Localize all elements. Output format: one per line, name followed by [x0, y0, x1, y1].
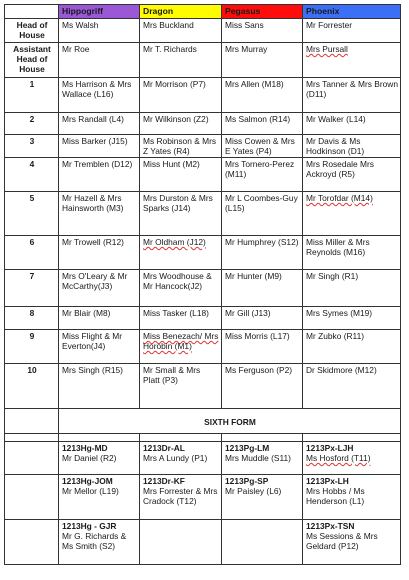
cell: Mr Hunter (M9)	[222, 270, 303, 307]
house-header-phoenix: Phoenix	[303, 5, 401, 19]
cell: Dr Skidmore (M12)	[303, 364, 401, 409]
cell: Mr Blair (M8)	[59, 307, 140, 330]
blank-cell	[5, 475, 59, 520]
cell: Mrs Murray	[222, 43, 303, 78]
tutor-code: 1213Dr-KF	[143, 476, 185, 486]
cell: Mrs Symes (M19)	[303, 307, 401, 330]
row-assistant-head	[5, 43, 401, 78]
corner-cell	[5, 5, 59, 19]
cell: Mr L Coombes-Guy (L15)	[222, 192, 303, 236]
tutor-code: 1213Dr-AL	[143, 443, 185, 453]
cell: Mr Gill (J13)	[222, 307, 303, 330]
blank-cell	[222, 434, 303, 442]
cell: Mrs Tanner & Mrs Brown (D11)	[303, 78, 401, 113]
sixth-form-row-2	[5, 475, 401, 520]
row-label: 7	[5, 270, 59, 307]
cell	[303, 43, 401, 78]
tutor-cell	[59, 475, 140, 520]
house-header-pegasus: Pegasus	[222, 5, 303, 19]
blank-cell	[140, 434, 222, 442]
tutor-cell	[303, 520, 401, 565]
blank-cell	[5, 520, 59, 565]
row-year-7	[5, 270, 401, 307]
blank-cell	[5, 434, 59, 442]
cell: Miss Miller & Mrs Reynolds (M16)	[303, 236, 401, 270]
cell: Mr Hazell & Mrs Hainsworth (M3)	[59, 192, 140, 236]
row-year-2	[5, 113, 401, 135]
cell	[140, 236, 222, 270]
tutor-cell	[59, 442, 140, 475]
cell: Miss Hunt (M2)	[140, 158, 222, 192]
tutor-name: Ms Sessions & Mrs Geldard (P12)	[306, 531, 378, 551]
row-label: 5	[5, 192, 59, 236]
tutor-name: Ms Hosford (T11)	[306, 453, 371, 463]
tutor-name: Mr Daniel (R2)	[62, 453, 117, 463]
row-year-3	[5, 135, 401, 158]
row-label: 8	[5, 307, 59, 330]
cell	[303, 192, 401, 236]
cell: Ms Robinson & Mrs Z Yates (R4)	[140, 135, 222, 158]
row-head-of-house	[5, 19, 401, 43]
sixth-form-row-3	[5, 520, 401, 565]
cell-text: Mr Torofdar (M14)	[306, 193, 373, 203]
cell: Mr Small & Mrs Platt (P3)	[140, 364, 222, 409]
row-label: Assistant Head of House	[5, 43, 59, 78]
tutor-name: Mrs A Lundy (P1)	[143, 453, 208, 463]
tutor-name: Mr Paisley (L6)	[225, 486, 282, 496]
cell: Mrs Tornero-Perez (M11)	[222, 158, 303, 192]
header-row	[5, 5, 401, 19]
row-year-10	[5, 364, 401, 409]
cell: Mrs Woodhouse & Mr Hancock(J2)	[140, 270, 222, 307]
blank-cell	[5, 442, 59, 475]
cell: Miss Barker (J15)	[59, 135, 140, 158]
tutor-cell	[140, 520, 222, 565]
cell: Mr T. Richards	[140, 43, 222, 78]
cell: Ms Walsh	[59, 19, 140, 43]
row-label: 9	[5, 330, 59, 364]
row-year-5	[5, 192, 401, 236]
spacer-row	[5, 434, 401, 442]
tutor-name: Mrs Muddle (S11)	[225, 453, 291, 463]
row-year-6	[5, 236, 401, 270]
cell-text: Miss Benezach/ Mrs Horobin (M1)	[143, 331, 219, 351]
tutor-code: 1213Px-TSN	[306, 521, 355, 531]
cell-text: Mr Oldham (J12)	[143, 237, 206, 247]
cell: Mrs Durston & Mrs Sparks (J14)	[140, 192, 222, 236]
tutor-name: Mr Mellor (L19)	[62, 486, 119, 496]
row-label: 10	[5, 364, 59, 409]
sixth-form-row-1	[5, 442, 401, 475]
tutor-name: Mrs Forrester & Mrs Cradock (T12)	[143, 486, 218, 506]
tutor-cell	[303, 475, 401, 520]
cell: Mr Trowell (R12)	[59, 236, 140, 270]
tutor-code: 1213Pg-LM	[225, 443, 270, 453]
row-year-8	[5, 307, 401, 330]
cell: Miss Tasker (L18)	[140, 307, 222, 330]
row-label: 2	[5, 113, 59, 135]
cell: Miss Morris (L17)	[222, 330, 303, 364]
tutor-code: 1213Px-LJH	[306, 443, 354, 453]
cell: Mr Humphrey (S12)	[222, 236, 303, 270]
tutor-cell	[140, 475, 222, 520]
tutor-code: 1213Pg-SP	[225, 476, 269, 486]
house-header-hippogriff: Hippogriff	[59, 5, 140, 19]
cell	[140, 330, 222, 364]
tutor-cell	[222, 442, 303, 475]
tutor-cell	[222, 475, 303, 520]
tutor-code: 1213Hg - GJR	[62, 521, 117, 531]
cell: Ms Harrison & Mrs Wallace (L16)	[59, 78, 140, 113]
cell: Mrs Buckland	[140, 19, 222, 43]
cell: Mrs Allen (M18)	[222, 78, 303, 113]
cell: Mr Singh (R1)	[303, 270, 401, 307]
tutor-name: Mr G. Richards & Ms Smith (S2)	[62, 531, 127, 551]
tutor-name: Mrs Hobbs / Ms Henderson (L1)	[306, 486, 365, 506]
cell: Ms Ferguson (P2)	[222, 364, 303, 409]
cell: Mr Davis & Ms Hodkinson (D1)	[303, 135, 401, 158]
row-label: Head of House	[5, 19, 59, 43]
cell: Miss Cowen & Mrs E Yates (P4)	[222, 135, 303, 158]
tutor-code: 1213Px-LH	[306, 476, 349, 486]
tutor-code: 1213Hg-MD	[62, 443, 108, 453]
cell-text: Mrs Pursall	[306, 44, 348, 54]
cell: Mr Morrison (P7)	[140, 78, 222, 113]
cell: Mrs Randall (L4)	[59, 113, 140, 135]
row-year-9	[5, 330, 401, 364]
cell: Mr Roe	[59, 43, 140, 78]
blank-cell	[59, 434, 140, 442]
row-label: 3	[5, 135, 59, 158]
cell: Mrs Rosedale Mrs Ackroyd (R5)	[303, 158, 401, 192]
cell: Mrs O'Leary & Mr McCarthy(J3)	[59, 270, 140, 307]
cell: Mrs Singh (R15)	[59, 364, 140, 409]
tutor-cell	[222, 520, 303, 565]
cell: Mr Zubko (R11)	[303, 330, 401, 364]
tutor-cell	[140, 442, 222, 475]
cell: Miss Flight & Mr Everton(J4)	[59, 330, 140, 364]
row-label: 1	[5, 78, 59, 113]
sixth-form-heading: SIXTH FORM	[59, 409, 401, 434]
row-year-1	[5, 78, 401, 113]
tutor-code: 1213Hg-JOM	[62, 476, 113, 486]
row-label: 6	[5, 236, 59, 270]
cell: Mr Wilkinson (Z2)	[140, 113, 222, 135]
tutor-cell	[303, 442, 401, 475]
blank-cell	[303, 434, 401, 442]
sixth-form-heading-row	[5, 409, 401, 434]
blank-cell	[5, 409, 59, 434]
cell: Mr Walker (L14)	[303, 113, 401, 135]
house-staff-sheet	[4, 4, 400, 565]
row-year-4	[5, 158, 401, 192]
cell: Mr Tremblen (D12)	[59, 158, 140, 192]
tutor-cell	[59, 520, 140, 565]
cell: Miss Sans	[222, 19, 303, 43]
cell: Ms Salmon (R14)	[222, 113, 303, 135]
row-label: 4	[5, 158, 59, 192]
cell: Mr Forrester	[303, 19, 401, 43]
house-header-dragon: Dragon	[140, 5, 222, 19]
house-staff-table	[4, 4, 401, 565]
